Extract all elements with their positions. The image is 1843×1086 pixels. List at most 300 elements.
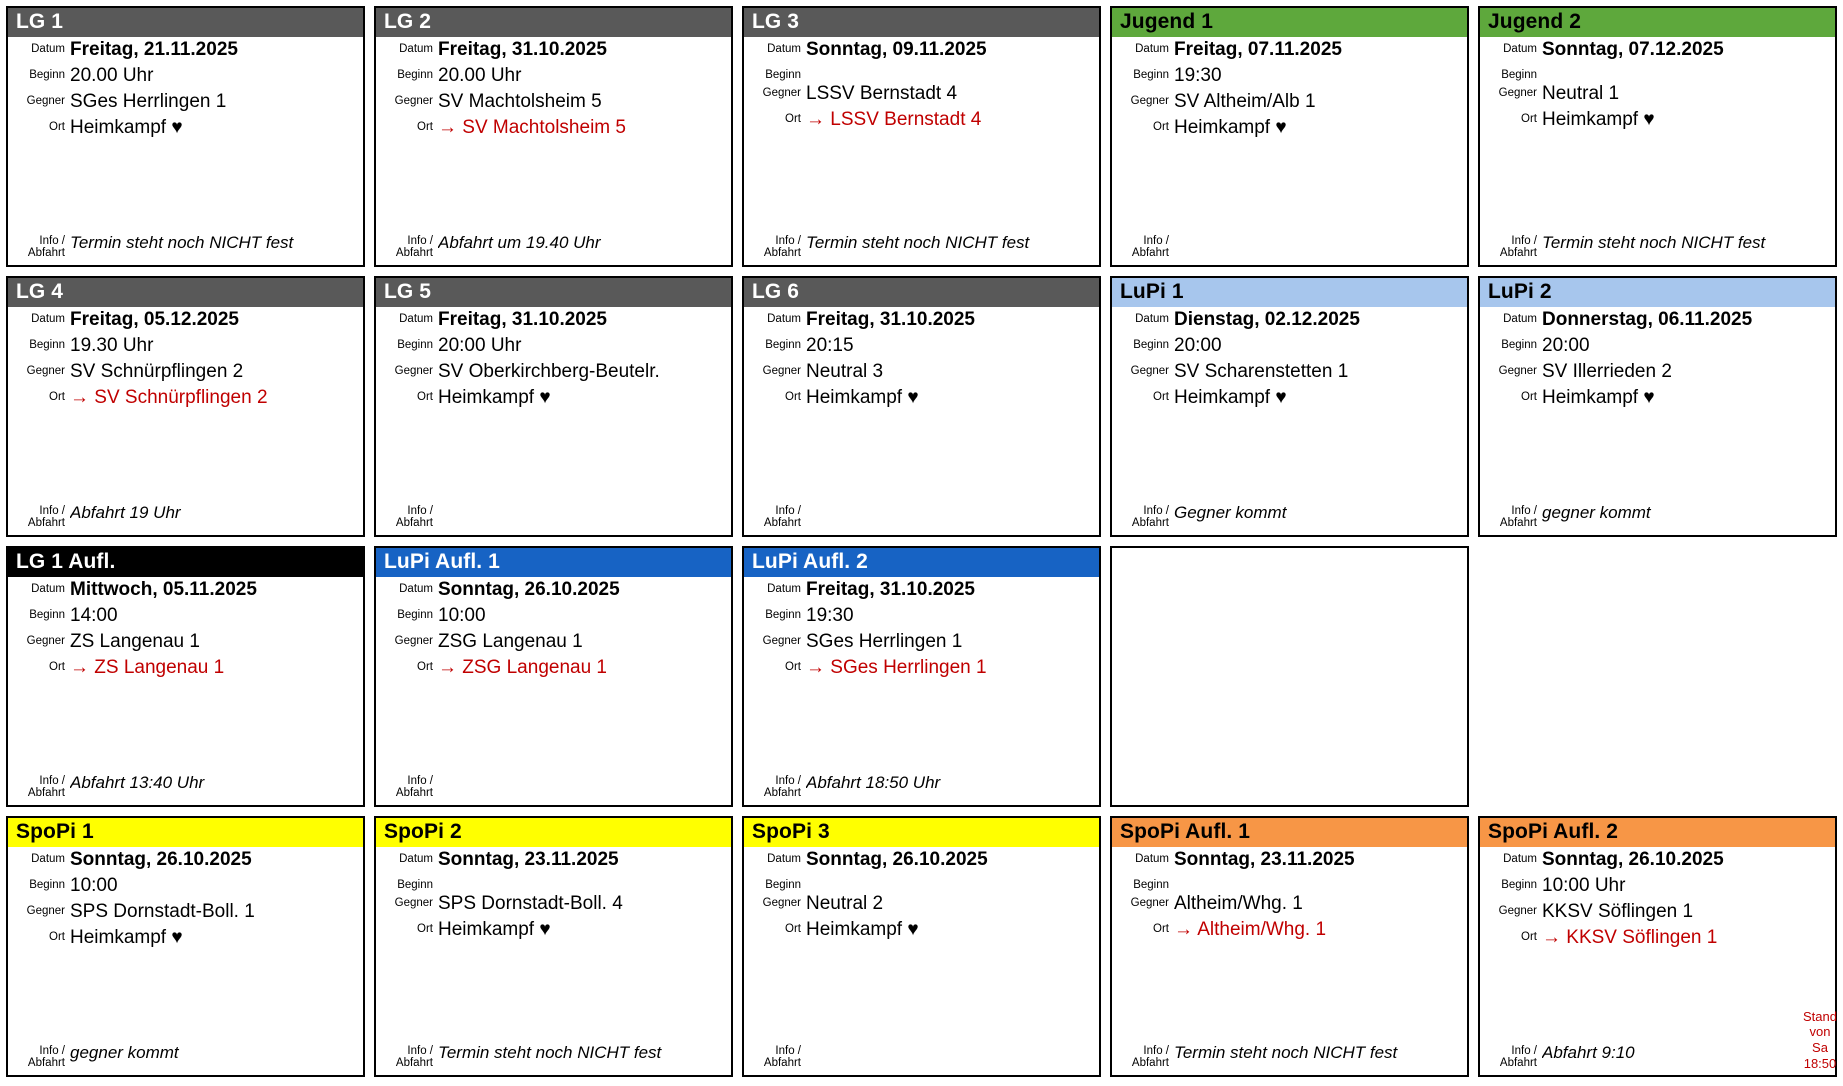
ort-label: Ort — [1521, 113, 1537, 126]
match-card-cell — [374, 6, 742, 276]
info-label-line-1: Info / — [1143, 235, 1169, 247]
match-card-title: Jugend 1 — [1112, 8, 1467, 37]
info-value: Abfahrt 19 Uhr — [70, 503, 181, 522]
info-value — [1174, 231, 1467, 235]
datum-label: Datum — [1503, 853, 1537, 866]
info-label — [1480, 231, 1542, 259]
beginn-label: Beginn — [397, 338, 433, 351]
match-card-cell — [1478, 816, 1843, 1086]
gegner-label: Gegner — [394, 897, 433, 910]
info-label-line-1: Info / — [407, 505, 433, 517]
beginn-value: 20.00 Uhr — [438, 64, 522, 86]
match-card-row — [744, 385, 1099, 411]
match-card-row — [1112, 917, 1467, 943]
match-card-row — [1480, 81, 1835, 107]
match-card-row — [744, 231, 1099, 265]
info-label-line-2: Abfahrt — [27, 786, 65, 799]
match-card-title: LG 3 — [744, 8, 1099, 37]
match-card-row — [744, 629, 1099, 655]
match-card-fields — [8, 37, 363, 265]
match-card-row — [376, 307, 731, 333]
info-value: Termin steht noch NICHT fest — [70, 233, 294, 252]
match-card-row — [744, 917, 1099, 943]
match-card-fields — [1480, 307, 1835, 535]
match-card-fields — [8, 577, 363, 805]
info-label-line-1: Info / — [407, 775, 433, 787]
datum-label: Datum — [1135, 313, 1169, 326]
match-card-row — [1480, 63, 1835, 82]
gegner-label: Gegner — [26, 94, 65, 107]
info-value: Termin steht noch NICHT fest — [1174, 1043, 1398, 1062]
info-label — [1112, 501, 1174, 529]
datum-label: Datum — [1135, 853, 1169, 866]
match-card-title: LG 2 — [376, 8, 731, 37]
ort-label: Ort — [417, 660, 433, 673]
beginn-label: Beginn — [1501, 338, 1537, 351]
match-card-row — [1480, 385, 1835, 411]
gegner-label: Gegner — [762, 634, 801, 647]
match-card[interactable] — [374, 276, 733, 537]
match-card-row — [376, 847, 731, 873]
gegner-value: Neutral 2 — [806, 893, 884, 915]
beginn-label: Beginn — [765, 878, 801, 891]
match-card[interactable] — [1478, 6, 1837, 267]
match-card-row — [744, 577, 1099, 603]
beginn-label: Beginn — [397, 608, 433, 621]
match-card-row — [8, 359, 363, 385]
match-card-fields — [744, 577, 1099, 805]
match-card-row — [8, 655, 363, 681]
beginn-value: 10:00 — [70, 874, 118, 896]
info-value — [806, 1041, 1099, 1045]
match-card[interactable] — [742, 276, 1101, 537]
gegner-value: SV Schnürpflingen 2 — [70, 360, 244, 382]
match-card-title: LuPi 1 — [1112, 278, 1467, 307]
match-card-row — [744, 307, 1099, 333]
match-card-cell — [1110, 6, 1478, 276]
datum-value: Freitag, 21.11.2025 — [70, 39, 238, 61]
match-card-row — [1112, 231, 1467, 265]
match-card-fields — [8, 307, 363, 535]
info-label-line-1: Info / — [1511, 235, 1537, 247]
info-label-line-2: Abfahrt — [1131, 516, 1169, 529]
match-card-row — [1112, 89, 1467, 115]
info-label-line-1: Info / — [775, 775, 801, 787]
beginn-value — [438, 873, 731, 877]
match-card[interactable] — [1110, 276, 1469, 537]
beginn-label: Beginn — [1501, 878, 1537, 891]
beginn-value: 10:00 Uhr — [1542, 874, 1626, 896]
ort-label: Ort — [1153, 923, 1169, 936]
ort-value: Heimkampf ♥ — [1542, 386, 1655, 408]
ort-value: → LSSV Bernstadt 4 — [806, 109, 982, 131]
match-card-row — [744, 771, 1099, 805]
match-card[interactable] — [1478, 276, 1837, 537]
beginn-label: Beginn — [1133, 338, 1169, 351]
ort-value: → KKSV Söflingen 1 — [1542, 926, 1718, 948]
ort-label: Ort — [1153, 390, 1169, 403]
match-card-row — [1480, 847, 1835, 873]
match-card-row — [8, 307, 363, 333]
beginn-label: Beginn — [29, 338, 65, 351]
info-label — [744, 771, 806, 799]
match-card-row — [744, 603, 1099, 629]
ort-label: Ort — [785, 923, 801, 936]
beginn-value — [1542, 63, 1835, 67]
gegner-label: Gegner — [1498, 87, 1537, 100]
match-card-row — [744, 501, 1099, 535]
match-card-row — [1112, 307, 1467, 333]
ort-value: Heimkampf ♥ — [70, 116, 183, 138]
datum-value: Mittwoch, 05.11.2025 — [70, 579, 257, 601]
gegner-label: Gegner — [1130, 94, 1169, 107]
match-card-row — [376, 89, 731, 115]
info-label-line-1: Info / — [1143, 505, 1169, 517]
info-value: Gegner kommt — [1174, 503, 1287, 522]
match-card-row — [1112, 873, 1467, 892]
match-card-title: SpoPi Aufl. 2 — [1480, 818, 1835, 847]
datum-value: Sonntag, 23.11.2025 — [1174, 849, 1355, 871]
beginn-label: Beginn — [1133, 878, 1169, 891]
datum-label: Datum — [767, 313, 801, 326]
datum-value: Freitag, 31.10.2025 — [806, 579, 975, 601]
datum-label: Datum — [399, 43, 433, 56]
gegner-value: KKSV Söflingen 1 — [1542, 900, 1694, 922]
match-card-row — [376, 655, 731, 681]
info-value: gegner kommt — [70, 1043, 179, 1062]
info-label-line-2: Abfahrt — [395, 1056, 433, 1069]
ort-value: Heimkampf ♥ — [806, 919, 919, 941]
info-label-line-2: Abfahrt — [763, 246, 801, 259]
match-card-title: LuPi 2 — [1480, 278, 1835, 307]
match-card-row — [8, 333, 363, 359]
match-card[interactable] — [6, 6, 365, 267]
datum-value: Sonntag, 07.12.2025 — [1542, 39, 1724, 61]
match-card-cell — [1110, 816, 1478, 1086]
match-card-row — [744, 873, 1099, 892]
datum-label: Datum — [767, 583, 801, 596]
gegner-value: SGes Herrlingen 1 — [806, 630, 963, 652]
match-card-row — [744, 359, 1099, 385]
match-card[interactable] — [6, 816, 365, 1077]
stand-line-1: Stand — [1803, 1008, 1837, 1024]
gegner-label: Gegner — [1130, 897, 1169, 910]
match-card[interactable] — [1110, 546, 1469, 807]
match-card[interactable] — [1478, 816, 1837, 1077]
datum-label: Datum — [31, 853, 65, 866]
match-card-row — [376, 333, 731, 359]
gegner-value: SGes Herrlingen 1 — [70, 90, 227, 112]
match-card-title: LG 4 — [8, 278, 363, 307]
datum-value: Sonntag, 26.10.2025 — [438, 579, 620, 601]
match-card-fields — [8, 847, 363, 1075]
match-card-cell — [742, 276, 1110, 546]
match-card-row — [744, 63, 1099, 82]
datum-value: Donnerstag, 06.11.2025 — [1542, 309, 1753, 331]
ort-value: → Altheim/Whg. 1 — [1174, 919, 1327, 941]
ort-value: Heimkampf ♥ — [438, 919, 551, 941]
ort-label: Ort — [49, 660, 65, 673]
match-card-row — [376, 359, 731, 385]
beginn-label: Beginn — [397, 68, 433, 81]
match-card-title: SpoPi 1 — [8, 818, 363, 847]
info-value: Termin steht noch NICHT fest — [1542, 233, 1766, 252]
info-label-line-2: Abfahrt — [763, 1056, 801, 1069]
match-card-row — [8, 847, 363, 873]
info-label — [376, 771, 438, 799]
ort-label: Ort — [785, 113, 801, 126]
gegner-value: SV Oberkirchberg-Beutelr. — [438, 360, 660, 382]
datum-label: Datum — [31, 313, 65, 326]
match-card-row — [744, 81, 1099, 107]
ort-value: Heimkampf ♥ — [1174, 116, 1287, 138]
info-label-line-1: Info / — [1143, 1045, 1169, 1057]
info-value: Abfahrt 18:50 Uhr — [806, 773, 941, 792]
ort-label: Ort — [49, 930, 65, 943]
match-card-cell — [742, 816, 1110, 1086]
gegner-label: Gegner — [1130, 364, 1169, 377]
match-card-cell — [1110, 276, 1478, 546]
match-card-title: SpoPi 2 — [376, 818, 731, 847]
datum-label: Datum — [1503, 43, 1537, 56]
match-card[interactable] — [1110, 816, 1469, 1077]
match-card-row — [1112, 385, 1467, 411]
info-label — [1480, 501, 1542, 529]
datum-value: Sonntag, 26.10.2025 — [70, 849, 252, 871]
info-label-line-1: Info / — [407, 235, 433, 247]
match-card[interactable] — [1110, 6, 1469, 267]
match-card-cell — [1110, 546, 1478, 816]
match-card-row — [744, 333, 1099, 359]
info-label — [744, 1041, 806, 1069]
match-card-cell — [742, 6, 1110, 276]
ort-label: Ort — [785, 390, 801, 403]
info-label — [744, 231, 806, 259]
match-card-row — [376, 1041, 731, 1075]
info-value: Termin steht noch NICHT fest — [806, 233, 1030, 252]
beginn-label: Beginn — [29, 878, 65, 891]
match-card-fields — [1480, 847, 1835, 1075]
match-card-cell — [6, 6, 374, 276]
info-label-line-2: Abfahrt — [395, 516, 433, 529]
datum-label: Datum — [767, 853, 801, 866]
beginn-value: 20:00 Uhr — [438, 334, 522, 356]
info-label — [8, 771, 70, 799]
beginn-label: Beginn — [765, 68, 801, 81]
match-card-row — [8, 63, 363, 89]
beginn-value: 10:00 — [438, 604, 486, 626]
match-card-row — [1112, 1041, 1467, 1075]
match-card-row — [8, 899, 363, 925]
match-card-cell — [6, 276, 374, 546]
match-card-title: SpoPi Aufl. 1 — [1112, 818, 1467, 847]
match-card[interactable] — [374, 546, 733, 807]
info-label-line-1: Info / — [1511, 1045, 1537, 1057]
info-label-line-2: Abfahrt — [27, 516, 65, 529]
match-card[interactable] — [374, 816, 733, 1077]
info-label-line-2: Abfahrt — [1499, 516, 1537, 529]
match-card-fields — [376, 577, 731, 805]
ort-label: Ort — [1153, 120, 1169, 133]
match-card-row — [376, 873, 731, 892]
stand-timestamp — [1798, 1009, 1842, 1072]
stand-line-3: Sa — [1812, 1040, 1828, 1056]
beginn-value: 14:00 — [70, 604, 118, 626]
datum-label: Datum — [31, 43, 65, 56]
match-card-fields — [376, 847, 731, 1075]
match-card-row — [8, 771, 363, 805]
match-card-row — [1480, 1041, 1835, 1075]
match-card-row — [8, 231, 363, 265]
info-label-line-2: Abfahrt — [395, 786, 433, 799]
info-label — [1112, 231, 1174, 259]
info-label — [376, 231, 438, 259]
match-card-row — [744, 655, 1099, 681]
info-value: Abfahrt um 19.40 Uhr — [438, 233, 601, 252]
beginn-value — [1174, 873, 1467, 877]
beginn-value: 20:00 — [1174, 334, 1222, 356]
match-card-row — [376, 771, 731, 805]
info-label-line-1: Info / — [1511, 505, 1537, 517]
info-label — [1480, 1041, 1542, 1069]
match-card-row — [1480, 925, 1835, 951]
match-card-cell — [1478, 6, 1843, 276]
info-label-line-1: Info / — [775, 235, 801, 247]
datum-label: Datum — [31, 583, 65, 596]
match-card[interactable] — [6, 546, 365, 807]
datum-label: Datum — [399, 853, 433, 866]
datum-value: Sonntag, 09.11.2025 — [806, 39, 987, 61]
gegner-label: Gegner — [394, 94, 433, 107]
match-card-row — [1112, 501, 1467, 535]
match-card-row — [1480, 873, 1835, 899]
info-label — [8, 1041, 70, 1069]
match-card[interactable] — [742, 816, 1101, 1077]
gegner-label: Gegner — [762, 897, 801, 910]
gegner-label: Gegner — [762, 87, 801, 100]
info-label-line-2: Abfahrt — [27, 1056, 65, 1069]
match-card-row — [8, 385, 363, 411]
gegner-value: SPS Dornstadt-Boll. 1 — [70, 900, 255, 922]
match-card[interactable] — [374, 6, 733, 267]
info-label-line-1: Info / — [39, 235, 65, 247]
datum-label: Datum — [767, 43, 801, 56]
info-value: Abfahrt 9:10 — [1542, 1043, 1635, 1062]
match-card-row — [1112, 37, 1467, 63]
gegner-value: SV Scharenstetten 1 — [1174, 360, 1349, 382]
match-card-row — [1112, 891, 1467, 917]
info-label-line-2: Abfahrt — [763, 786, 801, 799]
match-card-row — [376, 501, 731, 535]
match-card-row — [376, 629, 731, 655]
match-card-row — [1480, 359, 1835, 385]
match-card-fields — [1112, 307, 1467, 535]
beginn-label: Beginn — [1133, 68, 1169, 81]
match-card-row — [1480, 333, 1835, 359]
datum-value: Sonntag, 26.10.2025 — [806, 849, 988, 871]
match-card[interactable] — [742, 546, 1101, 807]
info-label-line-1: Info / — [39, 1045, 65, 1057]
gegner-value: Neutral 1 — [1542, 83, 1620, 105]
match-card-row — [376, 577, 731, 603]
match-card-row — [1112, 847, 1467, 873]
gegner-label: Gegner — [394, 634, 433, 647]
match-card-cell — [374, 816, 742, 1086]
match-card-row — [744, 107, 1099, 133]
info-label — [376, 501, 438, 529]
datum-label: Datum — [1135, 43, 1169, 56]
info-label — [8, 231, 70, 259]
match-card-row — [744, 847, 1099, 873]
info-label-line-1: Info / — [775, 505, 801, 517]
match-card-row — [8, 37, 363, 63]
ort-label: Ort — [417, 923, 433, 936]
gegner-label: Gegner — [26, 364, 65, 377]
match-card-title: Jugend 2 — [1480, 8, 1835, 37]
info-label-line-2: Abfahrt — [1131, 1056, 1169, 1069]
info-label-line-2: Abfahrt — [395, 246, 433, 259]
info-value: Termin steht noch NICHT fest — [438, 1043, 662, 1062]
match-card-row — [376, 63, 731, 89]
ort-value: → SV Schnürpflingen 2 — [70, 386, 268, 408]
match-card-row — [376, 231, 731, 265]
info-label-line-1: Info / — [39, 775, 65, 787]
match-card-fields — [1480, 37, 1835, 265]
datum-value: Sonntag, 23.11.2025 — [438, 849, 619, 871]
match-card-row — [1112, 115, 1467, 141]
match-card[interactable] — [742, 6, 1101, 267]
match-card-row — [1480, 307, 1835, 333]
match-card-row — [1480, 899, 1835, 925]
ort-label: Ort — [785, 660, 801, 673]
info-label-line-2: Abfahrt — [27, 246, 65, 259]
match-card-title: LG 6 — [744, 278, 1099, 307]
match-card-title: LuPi Aufl. 2 — [744, 548, 1099, 577]
match-card-cell — [6, 546, 374, 816]
match-card-cell — [374, 276, 742, 546]
gegner-value: SV Altheim/Alb 1 — [1174, 90, 1316, 112]
ort-value: → SV Machtolsheim 5 — [438, 116, 626, 138]
beginn-value — [806, 63, 1099, 67]
match-card[interactable] — [6, 276, 365, 537]
gegner-value: ZS Langenau 1 — [70, 630, 200, 652]
ort-value: Heimkampf ♥ — [70, 926, 183, 948]
info-value — [806, 501, 1099, 505]
gegner-value: LSSV Bernstadt 4 — [806, 83, 958, 105]
match-card-row — [1480, 501, 1835, 535]
beginn-label: Beginn — [397, 878, 433, 891]
datum-value: Sonntag, 26.10.2025 — [1542, 849, 1724, 871]
match-card-title: LG 1 Aufl. — [8, 548, 363, 577]
ort-label: Ort — [417, 120, 433, 133]
info-label-line-2: Abfahrt — [1131, 246, 1169, 259]
beginn-label: Beginn — [29, 608, 65, 621]
gegner-value: ZSG Langenau 1 — [438, 630, 583, 652]
ort-label: Ort — [417, 390, 433, 403]
match-card-title: SpoPi 3 — [744, 818, 1099, 847]
match-card-row — [1480, 107, 1835, 133]
datum-label: Datum — [399, 583, 433, 596]
ort-value: Heimkampf ♥ — [806, 386, 919, 408]
ort-value: Heimkampf ♥ — [438, 386, 551, 408]
match-card-row — [8, 629, 363, 655]
info-label-line-1: Info / — [39, 505, 65, 517]
gegner-label: Gegner — [394, 364, 433, 377]
ort-value: Heimkampf ♥ — [1174, 386, 1287, 408]
info-label-line-2: Abfahrt — [1499, 246, 1537, 259]
beginn-value: 20:15 — [806, 334, 854, 356]
match-card-row — [8, 501, 363, 535]
